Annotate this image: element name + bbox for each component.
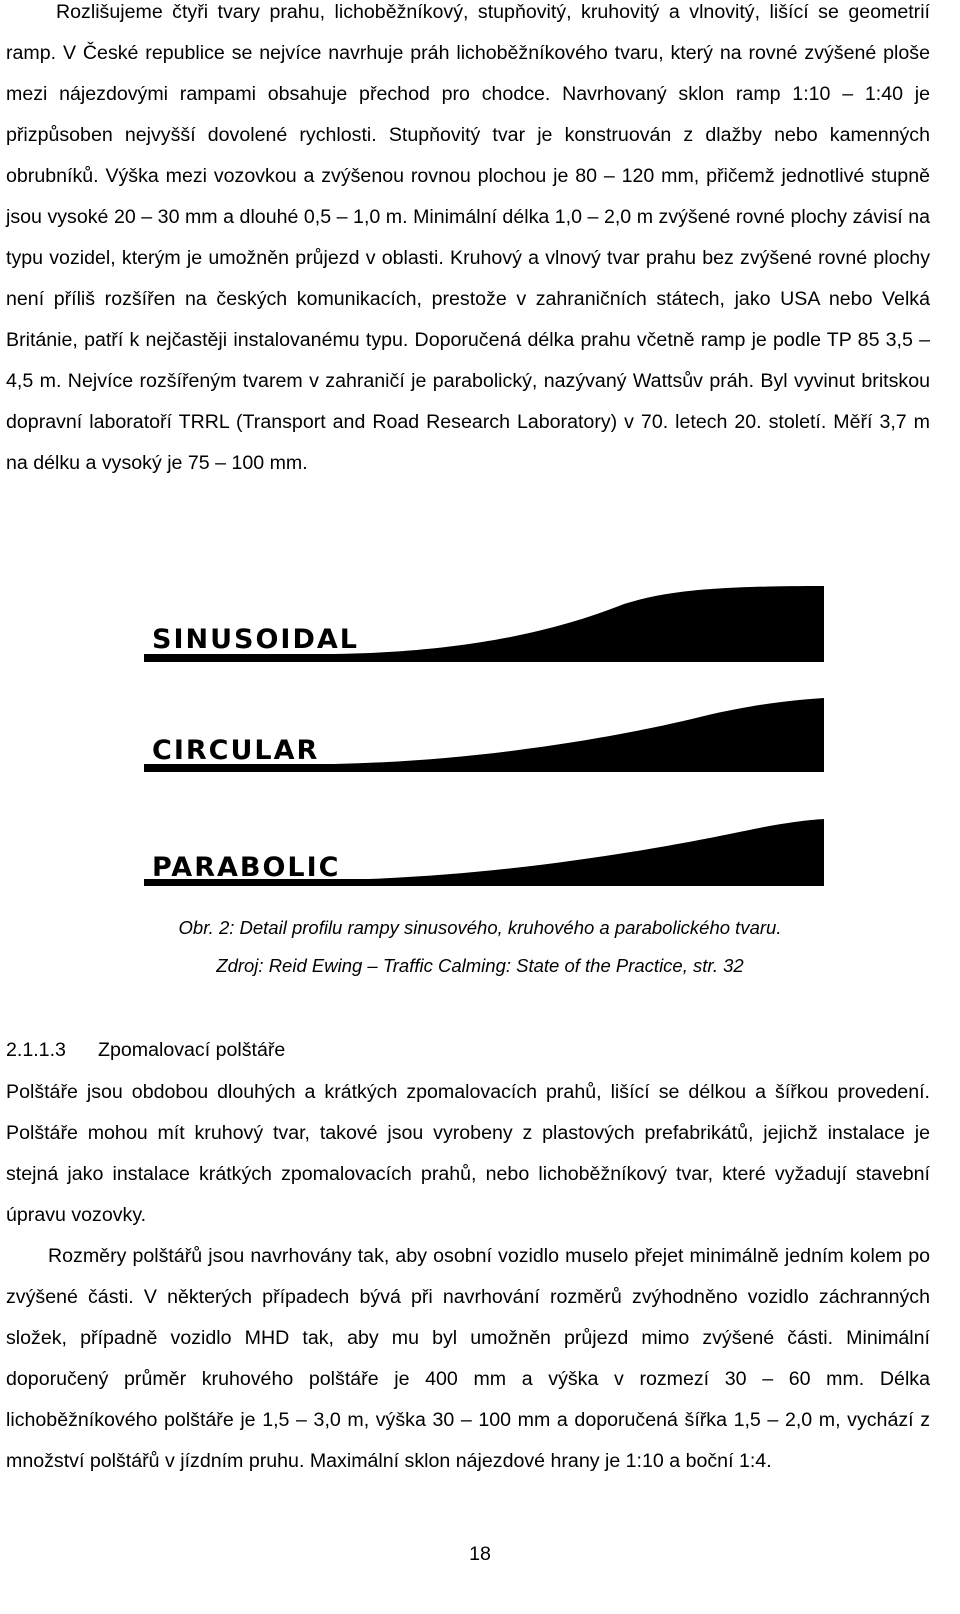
page-number: 18: [469, 1543, 491, 1565]
section-title: Zpomalovací polštáře: [98, 1039, 286, 1061]
parabolic-label: PARABOLIC: [152, 852, 341, 883]
paragraph-hump-shapes: Rozlišujeme čtyři tvary prahu, lichoběžníkový, stupňovitý, kruhovitý a vlnovitý, lišící se geometrií ramp. V České republice se nejvíce navrhuje práh lichoběžníkového tvaru, který na rovné zvýšené ploše mezi nájezdovými rampami obsahuje přechod pro chodce. Navrhovaný sklon ramp 1:10 – 1:40 je přizpůsoben nejvyšší dovolené rychlosti. Stupňovitý tvar je konstruován z dlažby nebo kamenných obrubníků. Výška mezi vozovkou a zvýšenou rovnou plochou je 80 – 120 mm, přičemž jednotlivé stupně jsou vysoké 20 – 30 mm a dlouhé 0,5 – 1,0 m. Minimální délka 1,0 – 2,0 m zvýšené rovné plochy závisí na typu vozidel, kterým je umožněn průjezd v oblasti. Kruhový a vlnový tvar prahu bez zvýšené rovné plochy není příliš rozšířen na českých komunikacích, prestože v zahraničních státech, jako USA nebo Velká Británie, patří k nejčastěji instalovanému typu. Doporučená délka prahu včetně ramp je podle TP 85 3,5 – 4,5 m. Nejvíce rozšířeným tvarem v zahraničí je parabolický, nazývaný Wattsův práh. Byl vyvinut britskou dopravní laboratoří TRRL (Transport and Road Research Laboratory) v 70. letech 20. století. Měří 3,7 m na délku a vysoký je 75 – 100 mm.: [6, 1, 930, 474]
sinusoidal-label: SINUSOIDAL: [152, 624, 359, 655]
section-heading: [6, 1035, 285, 1065]
figure-source: Zdroj: Reid Ewing – Traffic Calming: State of the Practice, str. 32: [216, 955, 744, 976]
paragraph-cushions-dimensions: Rozměry polštářů jsou navrhovány tak, aby osobní vozidlo muselo přejet minimálně jedním kolem po zvýšené části. V některých případech bývá při navrhování rozměrů zvýhodněno vozidlo záchranných složek, případně vozidlo MHD tak, aby mu byl umožněn průjezd mimo zvýšené části. Minimální doporučený průměr kruhového polštáře je 400 mm a výška v rozmezí 30 – 60 mm. Délka lichoběžníkového polštáře je 1,5 – 3,0 m, výška 30 – 100 mm a doporučená šířka 1,5 – 2,0 m, vychází z množství polštářů v jízdním pruhu. Maximální sklon nájezdové hrany je 1:10 a boční 1:4.: [6, 1245, 930, 1472]
section-number: 2.1.1.3: [6, 1039, 66, 1061]
ramp-profile-drawing: [144, 586, 824, 891]
paragraph-cushions-description: Polštáře jsou obdobou dlouhých a krátkých zpomalovacích prahů, lišící se délkou a šířkou provedení. Polštáře mohou mít kruhový tvar, takové jsou vyrobeny z plastových prefabrikátů, jejichž instalace je stejná jako instalace krátkých zpomalovacích prahů, nebo lichoběžníkový tvar, které vyžadují stavební úpravu vozovky.: [6, 1081, 930, 1226]
circular-label: CIRCULAR: [152, 735, 320, 766]
ramp-profile-figure: [144, 586, 824, 891]
figure-caption: Obr. 2: Detail profilu rampy sinusového, kruhového a parabolického tvaru.: [178, 917, 782, 938]
